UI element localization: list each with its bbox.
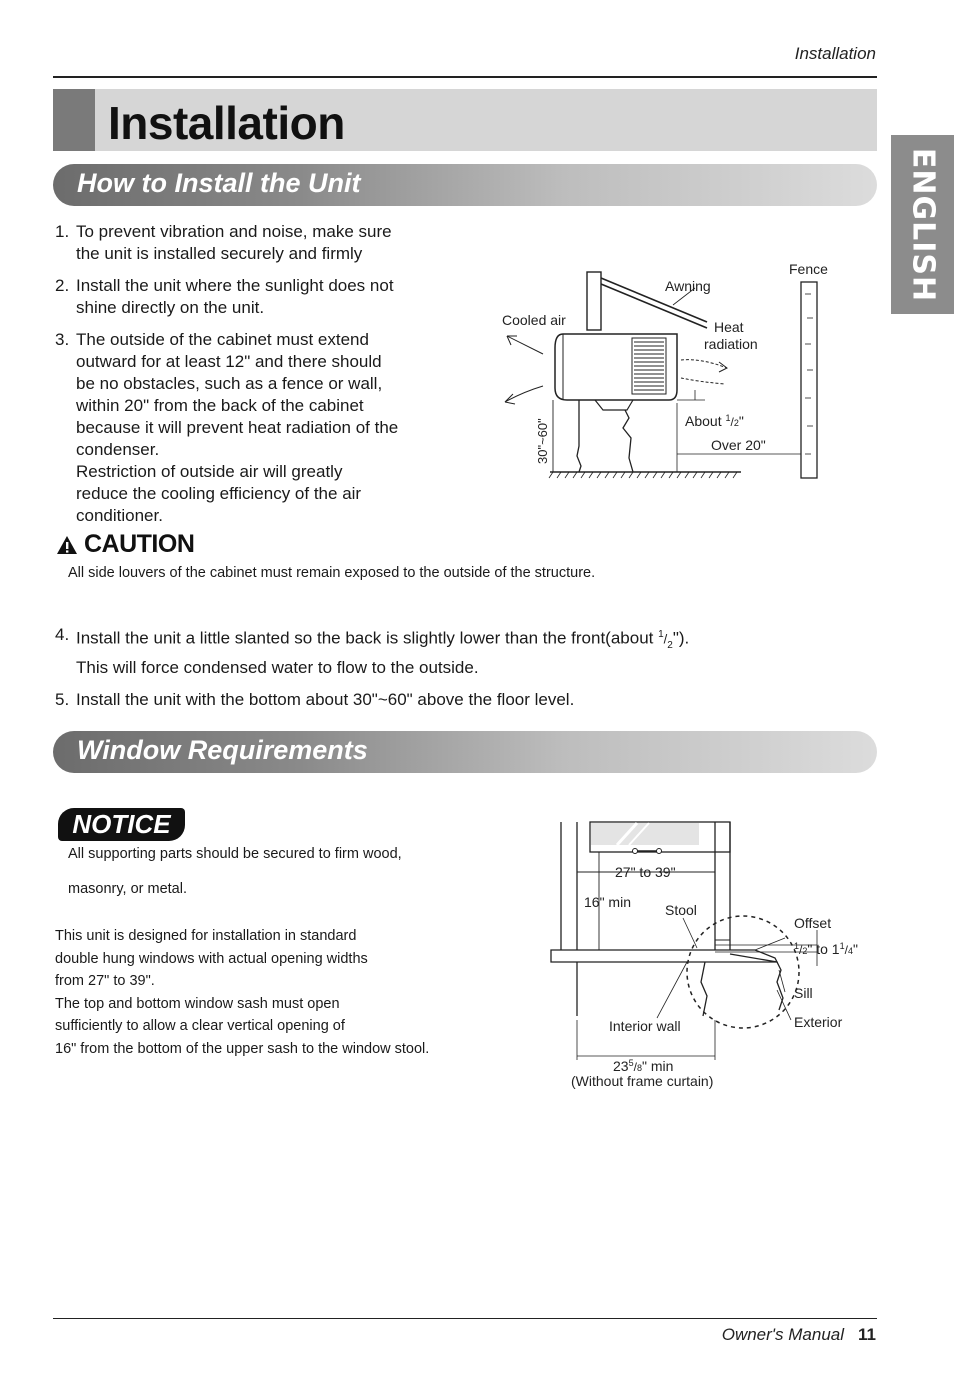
frame-note-label: (Without frame curtain) [571,1073,714,1089]
list-item: 5. Install the unit with the bottom about 30"~60" above the floor level. [55,690,575,710]
footer-manual-title: Owner's Manual [721,1325,845,1344]
ac-bracket [595,400,633,410]
awning-label: Awning [665,278,711,294]
cooled-air-arrow-1 [507,336,543,354]
notice-text-line-2: masonry, or metal. [68,881,187,897]
notice-text-line-1: All supporting parts should be secured to firm wood, [68,846,402,862]
sill-label: Sill [794,985,813,1001]
interior-wall-leader [657,962,687,1018]
wall-profile [701,962,707,1016]
radiation-label: radiation [704,336,758,352]
offset-label: Offset [794,915,832,931]
install-list [55,221,445,527]
list-item: 1. To prevent vibration and noise, make sure the unit is installed securely and firmly [55,222,392,263]
heat-arrow-2 [681,378,725,384]
interior-wall-label: Interior wall [609,1018,681,1034]
heat-arrowhead [719,362,727,372]
slope-label: About $^1$/2" [685,413,744,429]
language-tab [891,135,954,314]
running-header: Installation [794,44,876,63]
page-number: 11 [858,1325,876,1344]
cooled-air-arrow-2 [505,386,543,402]
width-label: 27" to 39" [615,864,676,880]
min-height-label: 16" min [584,894,631,910]
over-20-label: Over 20" [711,437,766,453]
header-rule [53,76,877,78]
list-item: 3. The outside of the cabinet must extend outward for at least 12" and there should be no obstacles, such as a fence or wall, within 20" from the back of the cabinet because it will prevent heat radiation of the condenser. Restriction of outside air will greatly reduce the cooling efficiency of the air conditioner. [55,330,399,525]
fence-label: Fence [789,261,828,277]
page-footer [0,1325,876,1345]
section-title-install: How to Install the Unit [77,168,361,198]
stool-leader [683,918,697,948]
title-block [53,89,95,151]
notice-badge: NOTICE [58,808,185,841]
wall-post [587,272,601,330]
offset-range-label: $^1$/2" to $1^1/4$" [794,941,858,957]
height-label: 30"~60" [535,418,550,464]
wall-left [577,400,581,472]
install-list-continued [55,624,795,711]
ground-hatch [549,472,737,478]
caution-text: All side louvers of the cabinet must remain exposed to the outside of the structure. [68,565,596,581]
detail-circle [687,916,799,1028]
window-requirements-text: This unit is designed for installation in standard double hung windows with actual opening widths from 27" to 39". The top and bottom window sash must open sufficiently to allow a clear vertical opening of 16" from the bottom of the upper sash to the window stool. [55,928,430,1057]
offset-leader [755,938,785,950]
exterior-label: Exterior [794,1014,843,1030]
list-item: 4. Install the unit a little slanted so the back is slightly lower than the front(about $^1/_2$"). This will force condensed water to flow to the outside. [55,625,690,678]
footer-rule [53,1318,877,1319]
cooled-air-label: Cooled air [502,312,566,328]
caution-heading [56,530,194,559]
stool-label: Stool [665,902,697,918]
language-tab-label: ENGLISH [905,147,940,302]
sash-latch-pin-1 [633,849,638,854]
sash-latch-pin-2 [657,849,662,854]
section-title-window: Window Requirements [77,735,368,765]
heat-label: Heat [714,319,744,335]
caution-label: CAUTION [84,530,195,558]
wall-right [623,410,633,472]
install-diagram [495,258,845,488]
heat-arrow-1 [681,360,727,368]
page-title: Installation [108,97,345,149]
warning-icon [56,535,78,555]
fence-post [801,282,817,478]
window-diagram [545,820,885,1100]
ac-louvers [632,338,666,394]
list-item: 2. Install the unit where the sunlight does not shine directly on the unit. [55,276,394,317]
min-width-label: $23^5/8$" min [613,1058,674,1074]
